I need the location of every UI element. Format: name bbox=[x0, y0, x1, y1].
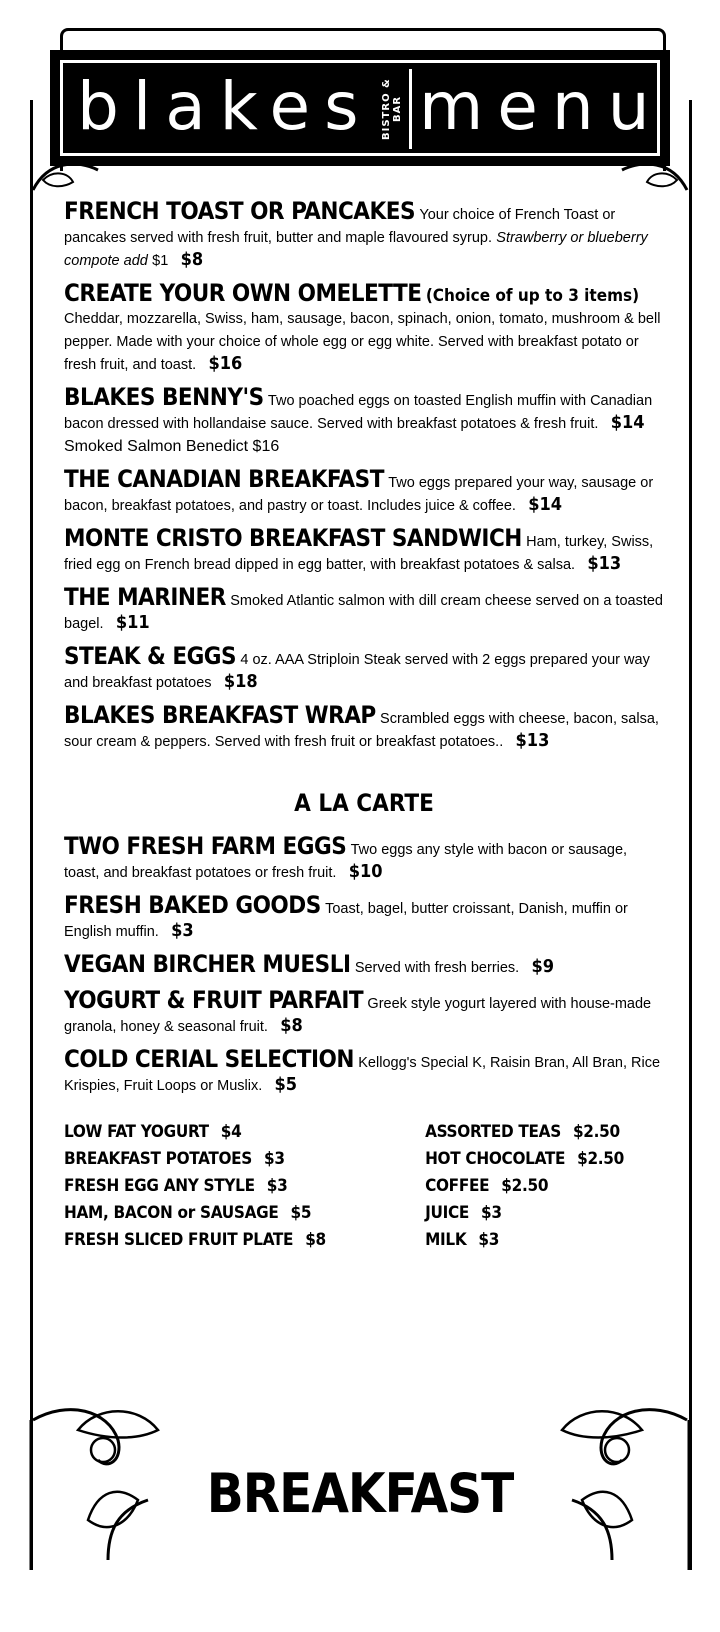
menu-item bbox=[64, 832, 664, 884]
item-price: $8 bbox=[180, 249, 204, 270]
menu-item bbox=[64, 986, 664, 1038]
item-name: COLD CERIAL SELECTION bbox=[64, 1045, 354, 1073]
leaf-scroll-ornament-icon bbox=[28, 150, 108, 200]
item-price: $8 bbox=[280, 1015, 303, 1036]
side-item bbox=[64, 1119, 326, 1146]
side-item-price: $5 bbox=[290, 1203, 312, 1223]
menu-item bbox=[64, 279, 664, 376]
item-description: Greek style yogurt layered with house-made granola, honey & seasonal fruit. bbox=[64, 996, 652, 1035]
item-description: Two eggs any style with bacon or sausage, toast, and breakfast potatoes or fresh fruit. bbox=[64, 842, 628, 881]
item-description: Kellogg's Special K, Raisin Bran, All Bran, Rice Krispies, Fruit Loops or Muslix. bbox=[64, 1055, 661, 1094]
side-item bbox=[425, 1146, 624, 1173]
side-item-name: BREAKFAST POTATOES bbox=[64, 1149, 253, 1169]
side-item-name: COFFEE bbox=[425, 1176, 490, 1196]
item-price: $13 bbox=[515, 730, 550, 751]
menu-header bbox=[50, 50, 670, 166]
side-item-price: $2.50 bbox=[577, 1149, 624, 1169]
item-price: $11 bbox=[115, 612, 150, 633]
side-items-right bbox=[425, 1119, 624, 1254]
item-description: Cheddar, mozzarella, Swiss, ham, sausage, bacon, spinach, onion, tomato, mushroom & bell pepper. Made with your choice of whole egg or egg white. Served with breakfast potato or fresh fruit, and toast. bbox=[64, 311, 661, 373]
menu-item bbox=[64, 1045, 664, 1097]
side-item bbox=[425, 1227, 624, 1254]
leaf-scroll-ornament-icon bbox=[612, 150, 692, 200]
item-description: Two poached eggs on toasted English muffin with Canadian bacon dressed with hollandaise sauce. Served with breakfast potatoes & fresh fruit. bbox=[64, 393, 653, 432]
menu-item bbox=[64, 383, 664, 458]
item-name: MONTE CRISTO BREAKFAST SANDWICH bbox=[64, 524, 522, 552]
side-item-name: FRESH EGG ANY STYLE bbox=[64, 1176, 255, 1196]
side-item-price: $8 bbox=[305, 1230, 326, 1250]
item-name: FRENCH TOAST OR PANCAKES bbox=[64, 197, 416, 225]
side-item-price: $4 bbox=[220, 1122, 242, 1142]
item-note: (Choice of up to 3 items) bbox=[425, 286, 640, 306]
item-name: YOGURT & FRUIT PARFAIT bbox=[64, 986, 364, 1014]
item-description: Toast, bagel, butter croissant, Danish, muffin or English muffin. bbox=[64, 901, 628, 940]
item-price: $9 bbox=[531, 956, 555, 977]
header-inner-border bbox=[60, 60, 664, 156]
item-name: CREATE YOUR OWN OMELETTE bbox=[64, 279, 422, 307]
item-price: $14 bbox=[528, 494, 563, 515]
item-name: BLAKES BREAKFAST WRAP bbox=[64, 701, 376, 729]
item-price: $10 bbox=[348, 861, 383, 882]
item-price: $18 bbox=[223, 671, 258, 692]
side-item-name: JUICE bbox=[425, 1203, 470, 1223]
menu-item bbox=[64, 465, 664, 517]
side-item-price: $3 bbox=[478, 1230, 500, 1250]
menu-item bbox=[64, 701, 664, 753]
item-name: THE MARINER bbox=[64, 583, 226, 611]
item-description: Scrambled eggs with cheese, bacon, salsa, sour cream & peppers. Served with fresh fruit or breakfast potatoes.. bbox=[64, 711, 659, 750]
side-item-price: $3 bbox=[481, 1203, 502, 1223]
side-item-price: $2.50 bbox=[572, 1122, 620, 1142]
header-divider bbox=[409, 69, 412, 149]
item-variant: Smoked Salmon Benedict $16 bbox=[64, 438, 280, 455]
item-price: $3 bbox=[171, 920, 194, 941]
item-name: STEAK & EGGS bbox=[64, 642, 237, 670]
item-description: Two eggs prepared your way, sausage or bacon, breakfast potatoes, and pastry or toast. Includes juice & coffee. bbox=[64, 475, 654, 514]
menu-content bbox=[64, 197, 664, 1254]
menu-item bbox=[64, 524, 664, 576]
item-price: $5 bbox=[274, 1074, 298, 1095]
menu-footer-title: BREAKFAST bbox=[206, 1462, 514, 1525]
brand-subtitle: BISTRO & BAR bbox=[381, 78, 403, 140]
side-item bbox=[64, 1146, 326, 1173]
side-item-price: $3 bbox=[264, 1149, 285, 1169]
item-addon-price: $1 bbox=[152, 253, 169, 269]
item-addon: Strawberry or blueberry compote add bbox=[64, 230, 648, 269]
item-description: Your choice of French Toast or pancakes served with fresh fruit, butter and maple flavoured syrup. bbox=[64, 207, 616, 246]
side-item-name: FRESH SLICED FRUIT PLATE bbox=[64, 1230, 294, 1250]
item-name: FRESH BAKED GOODS bbox=[64, 891, 321, 919]
side-item bbox=[425, 1200, 624, 1227]
side-item-price: $3 bbox=[266, 1176, 288, 1196]
item-price: $16 bbox=[208, 353, 243, 374]
section-title: A LA CARTE bbox=[294, 789, 434, 817]
item-description: Smoked Atlantic salmon with dill cream cheese served on a toasted bagel. bbox=[64, 593, 663, 632]
item-price: $14 bbox=[610, 412, 645, 433]
item-description: 4 oz. AAA Striploin Steak served with 2 eggs prepared your way and breakfast potatoes bbox=[64, 652, 650, 691]
menu-item bbox=[64, 891, 664, 943]
item-description: Ham, turkey, Swiss, fried egg on French bread dipped in egg batter, with breakfast potatoes & salsa. bbox=[64, 534, 654, 573]
item-name: BLAKES BENNY'S bbox=[64, 383, 264, 411]
side-item bbox=[64, 1227, 326, 1254]
side-item-name: ASSORTED TEAS bbox=[425, 1122, 561, 1142]
side-item bbox=[64, 1200, 326, 1227]
item-name: VEGAN BIRCHER MUESLI bbox=[64, 950, 351, 978]
menu-item bbox=[64, 642, 664, 694]
item-price: $13 bbox=[587, 553, 622, 574]
side-item bbox=[425, 1173, 624, 1200]
item-name: TWO FRESH FARM EGGS bbox=[64, 832, 347, 860]
item-description: Served with fresh berries. bbox=[354, 960, 520, 976]
brand-name: blakes bbox=[77, 68, 373, 145]
side-items bbox=[64, 1119, 624, 1254]
side-items-left bbox=[64, 1119, 326, 1254]
item-name: THE CANADIAN BREAKFAST bbox=[64, 465, 384, 493]
side-item-name: MILK bbox=[425, 1230, 467, 1250]
side-item-name: LOW FAT YOGURT bbox=[64, 1122, 209, 1142]
menu-word: menu bbox=[419, 68, 664, 145]
side-item bbox=[425, 1119, 624, 1146]
menu-item bbox=[64, 197, 664, 272]
menu-item bbox=[64, 583, 664, 635]
side-item-price: $2.50 bbox=[501, 1176, 549, 1196]
menu-item bbox=[64, 950, 664, 979]
side-item-name: HOT CHOCOLATE bbox=[425, 1149, 566, 1169]
side-item-name: HAM, BACON or SAUSAGE bbox=[64, 1203, 279, 1223]
side-item bbox=[64, 1173, 326, 1200]
